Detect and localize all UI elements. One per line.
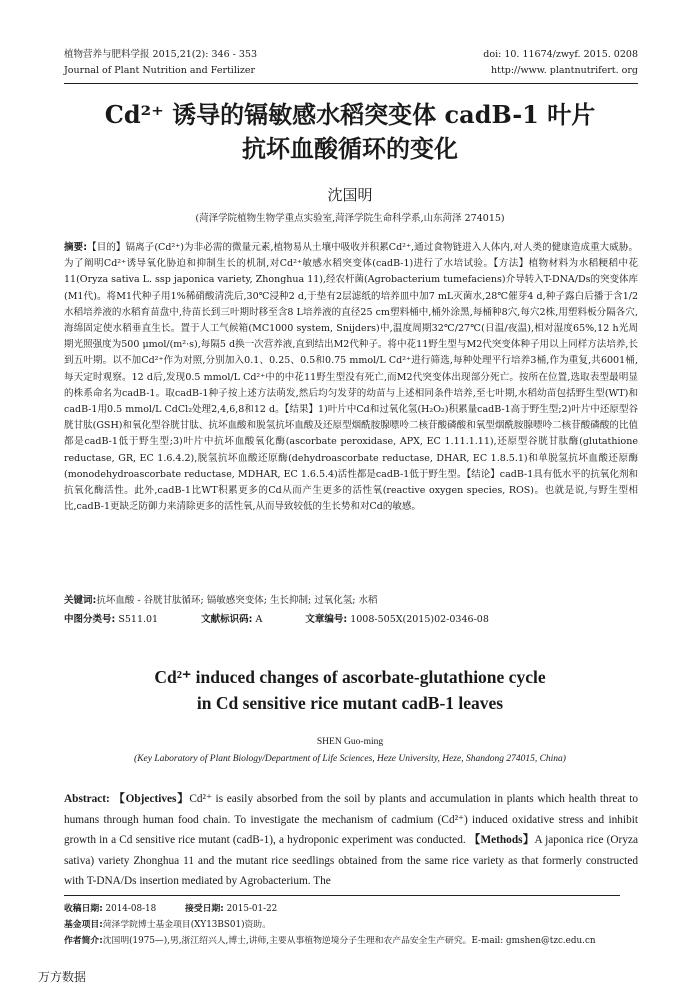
affiliation-en: (Key Laboratory of Plant Biology/Department of Life Sciences, Heze University, Heze, Shandong 274015, China): [134, 754, 566, 764]
abstract-en: [64, 789, 638, 892]
objectives-label: 【Objectives】: [113, 793, 190, 805]
author-info-label: 作者简介:: [64, 936, 103, 946]
abstract-en-label: Abstract:: [64, 793, 110, 805]
fund-text: 菏泽学院博士基金项目(XY13BS01)资助。: [102, 920, 271, 930]
footnote-fund: [64, 918, 638, 932]
clc-value: S511.01: [118, 614, 159, 625]
footnote-divider: [64, 895, 620, 896]
article-number-value: 1008-505X(2015)02-0346-08: [350, 614, 489, 625]
title-en-line2: in Cd sensitive rice mutant cadB-1 leaves: [196, 693, 504, 713]
received-label: 收稿日期:: [64, 904, 103, 914]
keywords-cn-label: 关键词:: [64, 595, 97, 606]
author-cn: 沈国明: [327, 186, 373, 204]
methods-label: 【Methods】: [468, 834, 535, 846]
journal-url[interactable]: http://www. plantnutrifert. org: [491, 65, 638, 76]
abstract-cn: [64, 240, 638, 515]
keywords-cn-text: 抗坏血酸 - 谷胱甘肽循环; 镉敏感突变体; 生长抑制; 过氧化氢; 水稻: [96, 595, 378, 606]
author-en: SHEN Guo-ming: [316, 737, 384, 747]
doc-code-label: 文献标识码:: [201, 614, 253, 625]
header-divider: [64, 83, 638, 84]
accepted-date: 2015-01-22: [226, 904, 278, 914]
footnote-dates: [64, 902, 638, 916]
title-en-line1: Cd²⁺ induced changes of ascorbate-glutathione cycle: [154, 667, 546, 687]
abstract-cn-text: 【目的】镉离子(Cd²⁺)为非必需的微量元素,植物易从土壤中吸收并积累Cd²⁺,通过食物链进入人体内,对人类的健康造成重大威胁。为了阐明Cd²⁺诱导氧化胁迫和抑制生长的机制,对Cd²⁺敏感水稻突变体(cadB-1)进行了水培试验。【方法】植物材料为水稻粳稻中花11(Oryza sativa L. ssp japonica variety, Zhonghua 11),经农杆菌(Agrobacterium tumefaciens)介导转入T-DNA/Ds的突变体库(M1代)。将M1代种子用1%稀硝酸清洗后,30℃浸种2 d,于垫有2层滤纸的培养皿中加7 mL灭菌水,28℃催芽4 d,种子露白后播于含1/2水稻培养液的水稻育苗盘中,待苗长到三叶期时移至含8 L培养液的直径25 cm塑料桶中,桶外涂黑,每桶种8穴,每穴2株,用塑料板分隔各穴,海绵固定使水稻垂直生长。置于人工气候箱(MC1000 system, Snijders)中,温度周期32℃/27℃(日温/夜温),相对湿度65%,12 h光周期光照强度为500 μmol/(m²·s),每隔5 d换一次营养液,直到结出M2代种子。将中花11野生型与M2代突变体种子用以上同样方法培养,长到五叶期。以不加Cd²⁺作为对照,分别加入0.1、0.25、0.5和0.75 mmol/L Cd²⁺进行筛选,每种处理平行培养3桶,作为重复,共6001桶,每天定时观察。12 d后,发现0.5 mmol/L Cd²⁺中的中花11野生型没有死亡,而M2代突变体出现部分死亡。按所在位置,选取表型最明显的株系命名为cadB-1。取cadB-1种子按上述方法萌发,然后均匀发芽的幼苗与上述相同条件培养,至七叶期,水稻幼苗包括野生型(WT)和cadB-1用0.5 mmol/L CdCl₂处理2,4,6,8和12 d。【结果】1)叶片中Cd和过氧化氢(H₂O₂)积累量cadB-1高于野生型;2)叶片中还原型谷胱甘肽(GSH)和氧化型谷胱甘肽、抗坏血酸和脱氢抗坏血酸及还原型烟酰胺腺嘌呤二核苷酸磷酸和氧型烟酰胺腺嘌呤二核苷酸磷酸的比值都是cadB-1低于野生型;3)叶片中抗坏血酸氧化酶(ascorbate peroxidase, APX, EC 1.11.1.11),还原型谷胱甘肽酶(glutathione reductase, GR, EC 1.6.4.2),脱氢抗坏血酸还原酶(dehydroascorbate reductase, DHAR, EC 1.8.5.1)和单脱氢抗坏血酸还原酶(monodehydroascorbate reductase, MDHAR, EC 1.6.5.4)活性都是cadB-1低于野生型。【结论】cadB-1具有低水平的抗氧化剂和抗氧化酶活性。此外,cadB-1比WT积累更多的Cd从而产生更多的活性氧(reactive oxygen species, ROS)。也就是说,与野生型相比,cadB-1更缺乏防御力来清除更多的活性氧,从而导致较低的生长势和对Cd的敏感。: [64, 242, 638, 513]
footnote-author: [64, 934, 638, 948]
fund-label: 基金项目:: [64, 920, 103, 930]
abstract-cn-label: 摘要:: [64, 242, 88, 253]
classification-line: [64, 612, 638, 628]
journal-name-en: Journal of Plant Nutrition and Fertilizer: [64, 65, 256, 76]
keywords-cn: [64, 593, 638, 609]
author-info-text: 沈国明(1975—),男,浙江绍兴人,博士,讲师,主要从事植物逆境分子生理和农产品安全生产研究。E-mail: gmshen@tzc.edu.cn: [102, 936, 596, 946]
title-cn-line2: 抗坏血酸循环的变化: [242, 134, 458, 163]
clc-label: 中图分类号:: [64, 614, 116, 625]
article-number-label: 文章编号:: [305, 614, 348, 625]
running-header-bottom: [64, 64, 638, 78]
abstract-en-text1: Cd²⁺ is easily absorbed from the soil by plants and accumulation in plants which health threat to humans through human food chain. To investigate the mechanism of cadmium (Cd²⁺) induced oxidative stress and inhibit growth in a Cd sensitive rice mutant (cadB-1), a hydroponic experiment was conducted.: [64, 793, 638, 846]
title-cn-line1: Cd²⁺ 诱导的镉敏感水稻突变体 cadB-1 叶片: [104, 100, 596, 129]
running-header-top: [64, 48, 638, 62]
received-date: 2014-08-18: [105, 904, 157, 914]
doc-code-value: A: [255, 614, 263, 625]
accepted-label: 接受日期:: [185, 904, 224, 914]
journal-citation-cn: 植物营养与肥料学报 2015,21(2): 346 - 353: [64, 49, 257, 60]
abstract-en-text2: A japonica rice (Oryza sativa) variety Zhonghua 11 and the mutant rice seedlings obtained from the same rice variety as that formerly constructed with T-DNA/Ds insertion mediated by Agrobacterium. The: [64, 834, 639, 887]
affiliation-cn: (菏泽学院植物生物学重点实验室,菏泽学院生命科学系,山东菏泽 274015): [195, 213, 505, 224]
doi[interactable]: doi: 10. 11674/zwyf. 2015. 0208: [483, 49, 638, 60]
watermark: 万方数据: [38, 970, 87, 984]
